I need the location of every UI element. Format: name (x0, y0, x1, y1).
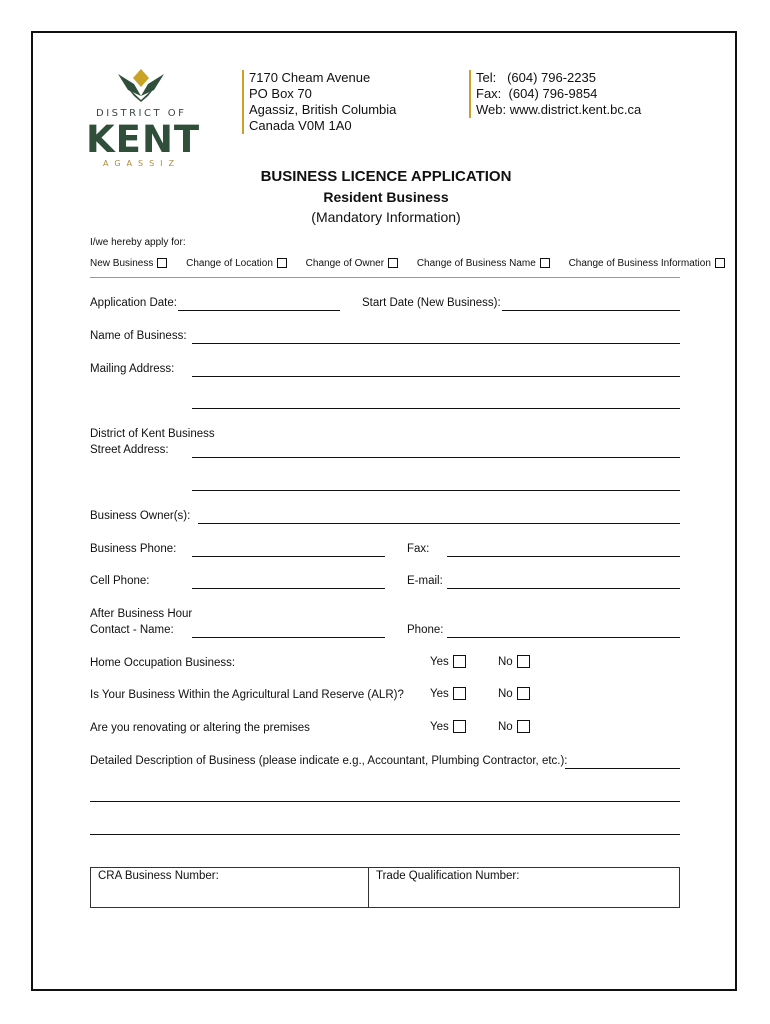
renovating-no: No (498, 720, 530, 733)
logo-leaf-icon (86, 66, 196, 106)
street-address-label-2: Street Address: (90, 444, 169, 456)
home-occupation-yes-checkbox[interactable] (453, 655, 466, 668)
option-change-info: Change of Business Information (569, 258, 725, 269)
logo-district-of: DISTRICT OF (96, 108, 187, 119)
address-line: Agassiz, British Columbia (249, 102, 397, 117)
question-home-occupation: Home Occupation Business: (90, 657, 236, 669)
address-line: PO Box 70 (249, 86, 312, 101)
divider (90, 277, 680, 278)
form-note: (Mandatory Information) (311, 209, 461, 225)
cell-phone-field[interactable] (192, 588, 385, 589)
email-label: E-mail: (407, 575, 443, 587)
district-logo (86, 66, 201, 176)
after-hours-phone-label: Phone: (407, 624, 444, 636)
logo-kent: KENT (86, 118, 201, 161)
change-owner-checkbox[interactable] (388, 258, 398, 268)
alr-no: No (498, 687, 530, 700)
business-phone-field[interactable] (192, 556, 385, 557)
street-address-label-1: District of Kent Business (90, 428, 215, 440)
apply-intro: I/we hereby apply for: (90, 237, 186, 248)
application-date-label: Application Date: (90, 297, 177, 309)
box-divider (368, 868, 369, 907)
description-field-2[interactable] (90, 801, 680, 802)
fax-field[interactable] (447, 556, 680, 557)
change-name-checkbox[interactable] (540, 258, 550, 268)
question-alr: Is Your Business Within the Agricultural Land Reserve (ALR)? (90, 689, 404, 701)
street-address-field-1[interactable] (192, 457, 680, 458)
contact-fax: Fax: (604) 796-9854 (476, 86, 598, 101)
change-info-checkbox[interactable] (715, 258, 725, 268)
question-renovating: Are you renovating or altering the premises (90, 722, 310, 734)
contact-tel: Tel: (604) 796-2235 (476, 70, 596, 85)
home-occupation-no-checkbox[interactable] (517, 655, 530, 668)
start-date-field[interactable] (502, 310, 680, 311)
after-hours-label-2: Contact - Name: (90, 624, 174, 636)
fax-label: Fax: (407, 543, 430, 555)
description-field-3[interactable] (90, 834, 680, 835)
alr-yes-checkbox[interactable] (453, 687, 466, 700)
new-business-checkbox[interactable] (157, 258, 167, 268)
owners-field[interactable] (198, 523, 680, 524)
alr-yes: Yes (430, 687, 466, 700)
contact-block (469, 70, 641, 118)
address-line: 7170 Cheam Avenue (249, 70, 371, 85)
home-occupation-yes: Yes (430, 655, 466, 668)
after-hours-phone-field[interactable] (447, 637, 680, 638)
renovating-yes-checkbox[interactable] (453, 720, 466, 733)
address-line: Canada V0M 1A0 (249, 118, 352, 133)
renovating-no-checkbox[interactable] (517, 720, 530, 733)
form-title: BUSINESS LICENCE APPLICATION (260, 168, 512, 185)
renovating-yes: Yes (430, 720, 466, 733)
business-phone-label: Business Phone: (90, 543, 177, 555)
business-name-field[interactable] (192, 343, 680, 344)
trade-number-field[interactable]: Trade Qualification Number: (376, 870, 520, 882)
email-field[interactable] (447, 588, 680, 589)
cell-phone-label: Cell Phone: (90, 575, 150, 587)
after-hours-name-field[interactable] (192, 637, 385, 638)
after-hours-label-1: After Business Hour (90, 608, 193, 620)
cra-number-field[interactable]: CRA Business Number: (98, 870, 219, 882)
alr-no-checkbox[interactable] (517, 687, 530, 700)
apply-options (90, 258, 725, 269)
mailing-address-label: Mailing Address: (90, 363, 175, 375)
application-date-field[interactable] (178, 310, 340, 311)
contact-web: Web: www.district.kent.bc.ca (476, 102, 642, 117)
option-new-business: New Business (90, 258, 167, 269)
option-change-name: Change of Business Name (417, 258, 550, 269)
option-change-location: Change of Location (186, 258, 287, 269)
address-block (242, 70, 396, 134)
logo-agassiz: AGASSIZ (103, 159, 180, 168)
owners-label: Business Owner(s): (90, 510, 191, 522)
option-change-owner: Change of Owner (306, 258, 398, 269)
home-occupation-no: No (498, 655, 530, 668)
description-label: Detailed Description of Business (please indicate e.g., Accountant, Plumbing Contractor, etc.): (90, 755, 568, 767)
business-name-label: Name of Business: (90, 330, 187, 342)
start-date-label: Start Date (New Business): (362, 297, 501, 309)
description-field-1[interactable] (565, 768, 680, 769)
mailing-address-field-2[interactable] (192, 408, 680, 409)
street-address-field-2[interactable] (192, 490, 680, 491)
form-subtitle: Resident Business (323, 189, 449, 205)
numbers-box (90, 867, 680, 908)
change-location-checkbox[interactable] (277, 258, 287, 268)
mailing-address-field-1[interactable] (192, 376, 680, 377)
